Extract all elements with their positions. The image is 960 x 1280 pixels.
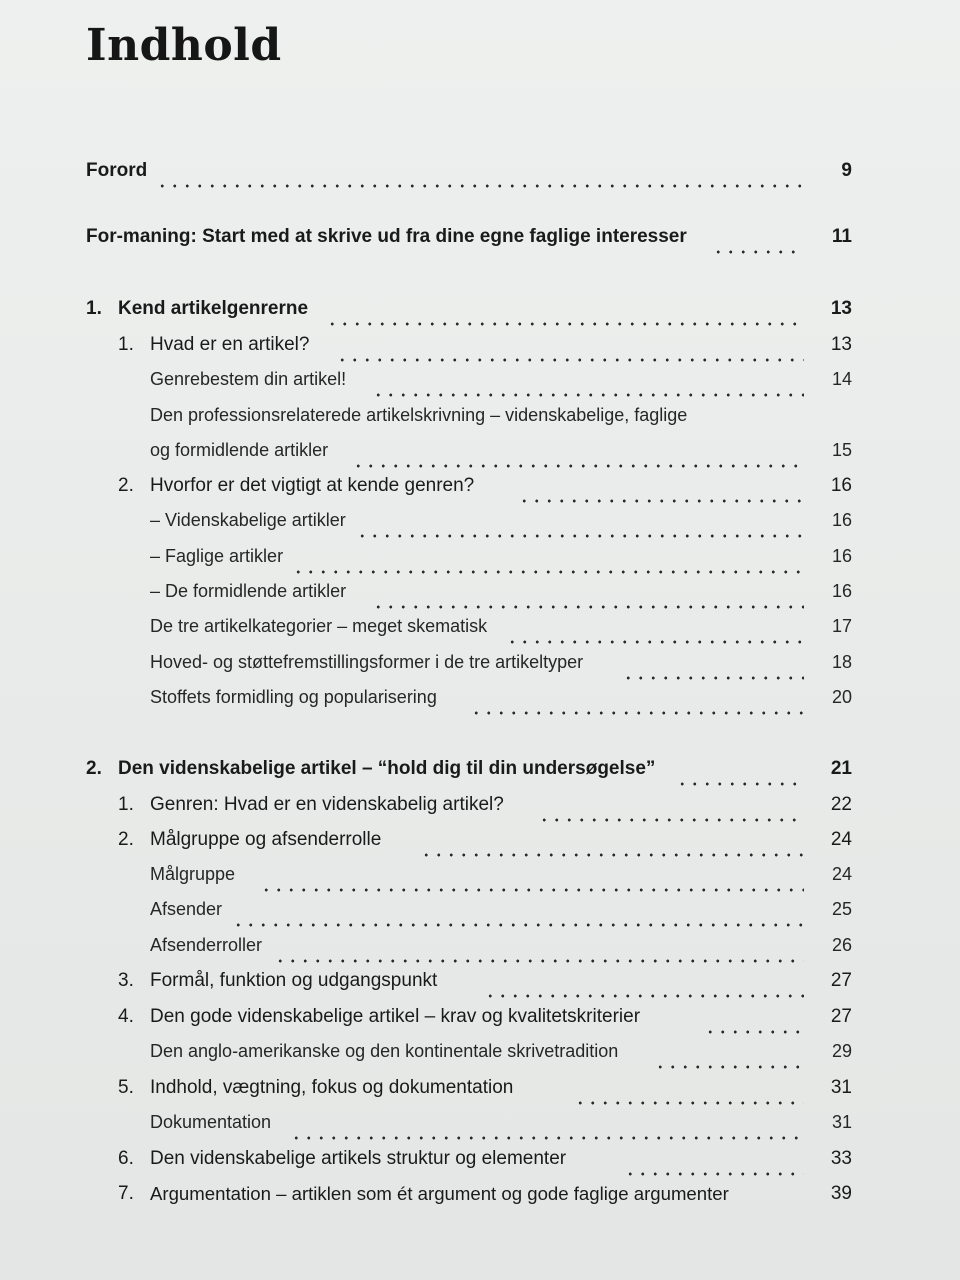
toc-page-number: 25 <box>831 899 852 919</box>
toc-entry-label: Genren: Hvad er en videnskabelig artikel? <box>150 794 504 815</box>
dot-leader <box>574 1101 804 1105</box>
toc-entry-label: Hoved- og støttefremstillingsformer i de tre artikeltyper <box>150 652 584 672</box>
toc-page-number: 27 <box>830 1006 852 1027</box>
toc-page-number: 26 <box>831 935 852 955</box>
dot-leader <box>518 499 804 503</box>
toc-entry-label: Hvorfor er det vigtigt at kende genren? <box>150 475 475 496</box>
toc-page-number: 11 <box>831 226 852 247</box>
toc-section-number: 2. <box>118 829 134 850</box>
toc-section-2-4[interactable] <box>0 1006 960 1040</box>
toc-entry-label: Indhold, vægtning, fokus og dokumentation <box>150 1077 514 1098</box>
dot-leader <box>654 1065 804 1069</box>
toc-page-number: 39 <box>830 1183 852 1204</box>
toc-entry-label: Den videnskabelige artikels struktur og elementer <box>150 1148 567 1169</box>
toc-entry-label: Målgruppe og afsenderrolle <box>150 829 382 850</box>
toc-section-2-2[interactable] <box>0 829 960 863</box>
toc-page-number: 27 <box>830 970 852 991</box>
dot-leader <box>326 322 804 326</box>
toc-subsection[interactable] <box>0 1112 960 1146</box>
dot-leader <box>156 184 804 188</box>
toc-section-1-2[interactable] <box>0 475 960 509</box>
toc-chapter-2[interactable] <box>0 758 960 792</box>
toc-page-number: 17 <box>831 616 852 636</box>
toc-subsection[interactable] <box>0 652 960 686</box>
toc-page-number: 31 <box>831 1112 852 1132</box>
toc-entry-label: – Faglige artikler <box>150 546 284 566</box>
toc-section-2-6[interactable] <box>0 1148 960 1182</box>
toc-entry-label: Afsender <box>150 899 223 919</box>
toc-subsection[interactable] <box>0 546 960 580</box>
toc-entry-label: Målgruppe <box>150 864 236 884</box>
toc-entry-label: For-maning: Start med at skrive ud fra dine egne faglige interesser <box>86 226 687 247</box>
toc-section-2-3[interactable] <box>0 970 960 1004</box>
dot-leader <box>260 888 804 892</box>
toc-entry-label: Genrebestem din artikel! <box>150 369 347 389</box>
dot-leader <box>624 1172 804 1176</box>
toc-page-number: 29 <box>831 1041 852 1061</box>
toc-page-number: 13 <box>830 334 852 355</box>
toc-page-number: 16 <box>830 475 852 496</box>
toc-page-number: 24 <box>831 864 852 884</box>
toc-section-2-5[interactable] <box>0 1077 960 1111</box>
toc-page-number: 24 <box>830 829 852 850</box>
dot-leader <box>336 358 804 362</box>
dot-leader <box>622 676 804 680</box>
dot-leader <box>676 782 804 786</box>
dot-leader <box>420 853 804 857</box>
toc-subsection[interactable] <box>0 935 960 969</box>
toc-entry-foreword[interactable] <box>0 226 960 260</box>
toc-subsection-continued[interactable] <box>0 440 960 474</box>
dot-leader <box>352 464 804 468</box>
toc-chapter-number: 1. <box>86 298 102 319</box>
page-title: Indhold <box>86 20 282 71</box>
toc-page-number: 18 <box>831 652 852 672</box>
toc-entry-label: Formål, funktion og udgangspunkt <box>150 970 438 991</box>
toc-page-number: 9 <box>841 160 852 181</box>
toc-entry-preface[interactable] <box>0 160 960 194</box>
dot-leader <box>470 711 804 715</box>
toc-section-number: 6. <box>118 1148 134 1169</box>
toc-entry-label: Dokumentation <box>150 1112 272 1132</box>
toc-page-number: 15 <box>831 440 852 460</box>
dot-leader <box>506 640 804 644</box>
dot-leader <box>356 534 804 538</box>
toc-page-number: 33 <box>830 1148 852 1169</box>
toc-section-1-1[interactable] <box>0 334 960 368</box>
toc-subsection[interactable] <box>0 369 960 403</box>
toc-subsection[interactable] <box>0 405 960 439</box>
toc-section-number: 1. <box>118 794 134 815</box>
toc-subsection[interactable] <box>0 616 960 650</box>
toc-entry-label: Kend artikelgenrerne <box>118 298 309 319</box>
toc-page-number: 20 <box>831 687 852 707</box>
toc-page-number: 22 <box>830 794 852 815</box>
toc-entry-label: Hvad er en artikel? <box>150 334 310 355</box>
toc-subsection[interactable] <box>0 687 960 721</box>
dot-leader <box>372 393 804 397</box>
toc-entry-label: Afsenderroller <box>150 935 263 955</box>
dot-leader <box>372 605 804 609</box>
toc-section-number: 3. <box>118 970 134 991</box>
toc-section-number: 1. <box>118 334 134 355</box>
toc-page-number: 16 <box>831 546 852 566</box>
toc-page-number: 21 <box>830 758 852 779</box>
toc-chapter-1[interactable] <box>0 298 960 332</box>
toc-page-number: 31 <box>830 1077 852 1098</box>
toc-subsection[interactable] <box>0 1041 960 1075</box>
dot-leader <box>274 959 804 963</box>
toc-page-number: 13 <box>830 298 852 319</box>
toc-subsection[interactable] <box>0 510 960 544</box>
toc-page-number: 14 <box>831 369 852 389</box>
toc-entry-label: – De formidlende artikler <box>150 581 347 601</box>
toc-entry-label: – Videnskabelige artikler <box>150 510 346 530</box>
toc-section-number: 5. <box>118 1077 134 1098</box>
toc-page-number: 16 <box>831 581 852 601</box>
dot-leader <box>484 994 804 998</box>
toc-entry-label: Den videnskabelige artikel – “hold dig til din undersøgelse” <box>118 758 656 779</box>
toc-subsection[interactable] <box>0 864 960 898</box>
toc-section-number: 2. <box>118 475 134 496</box>
toc-chapter-number: 2. <box>86 758 102 779</box>
dot-leader <box>290 1136 804 1140</box>
toc-entry-label: og formidlende artikler <box>150 440 329 460</box>
toc-entry-label: Den anglo-amerikanske og den kontinentale skrivetradition <box>150 1041 619 1061</box>
dot-leader <box>292 570 804 574</box>
dot-leader <box>704 1030 804 1034</box>
dot-leader <box>712 250 796 254</box>
toc-entry-label: Forord <box>86 160 148 181</box>
toc-page-number: 16 <box>831 510 852 530</box>
toc-subsection[interactable] <box>0 899 960 933</box>
toc-entry-label: Stoffets formidling og popularisering <box>150 687 437 707</box>
toc-entry-label: Argumentation – artiklen som ét argument og gode faglige argumenter <box>150 1183 729 1204</box>
toc-section-number: 7. <box>118 1183 134 1204</box>
toc-entry-label: Den professionsrelaterede artikelskrivning – videnskabelige, faglige <box>150 405 688 425</box>
toc-subsection[interactable] <box>0 581 960 615</box>
toc-section-2-7[interactable] <box>0 1183 960 1217</box>
toc-entry-label: De tre artikelkategorier – meget skematisk <box>150 616 488 636</box>
toc-entry-label: Den gode videnskabelige artikel – krav og kvalitetskriterier <box>150 1006 641 1027</box>
toc-section-2-1[interactable] <box>0 794 960 828</box>
toc-section-number: 4. <box>118 1006 134 1027</box>
dot-leader <box>232 923 804 927</box>
dot-leader <box>538 818 804 822</box>
